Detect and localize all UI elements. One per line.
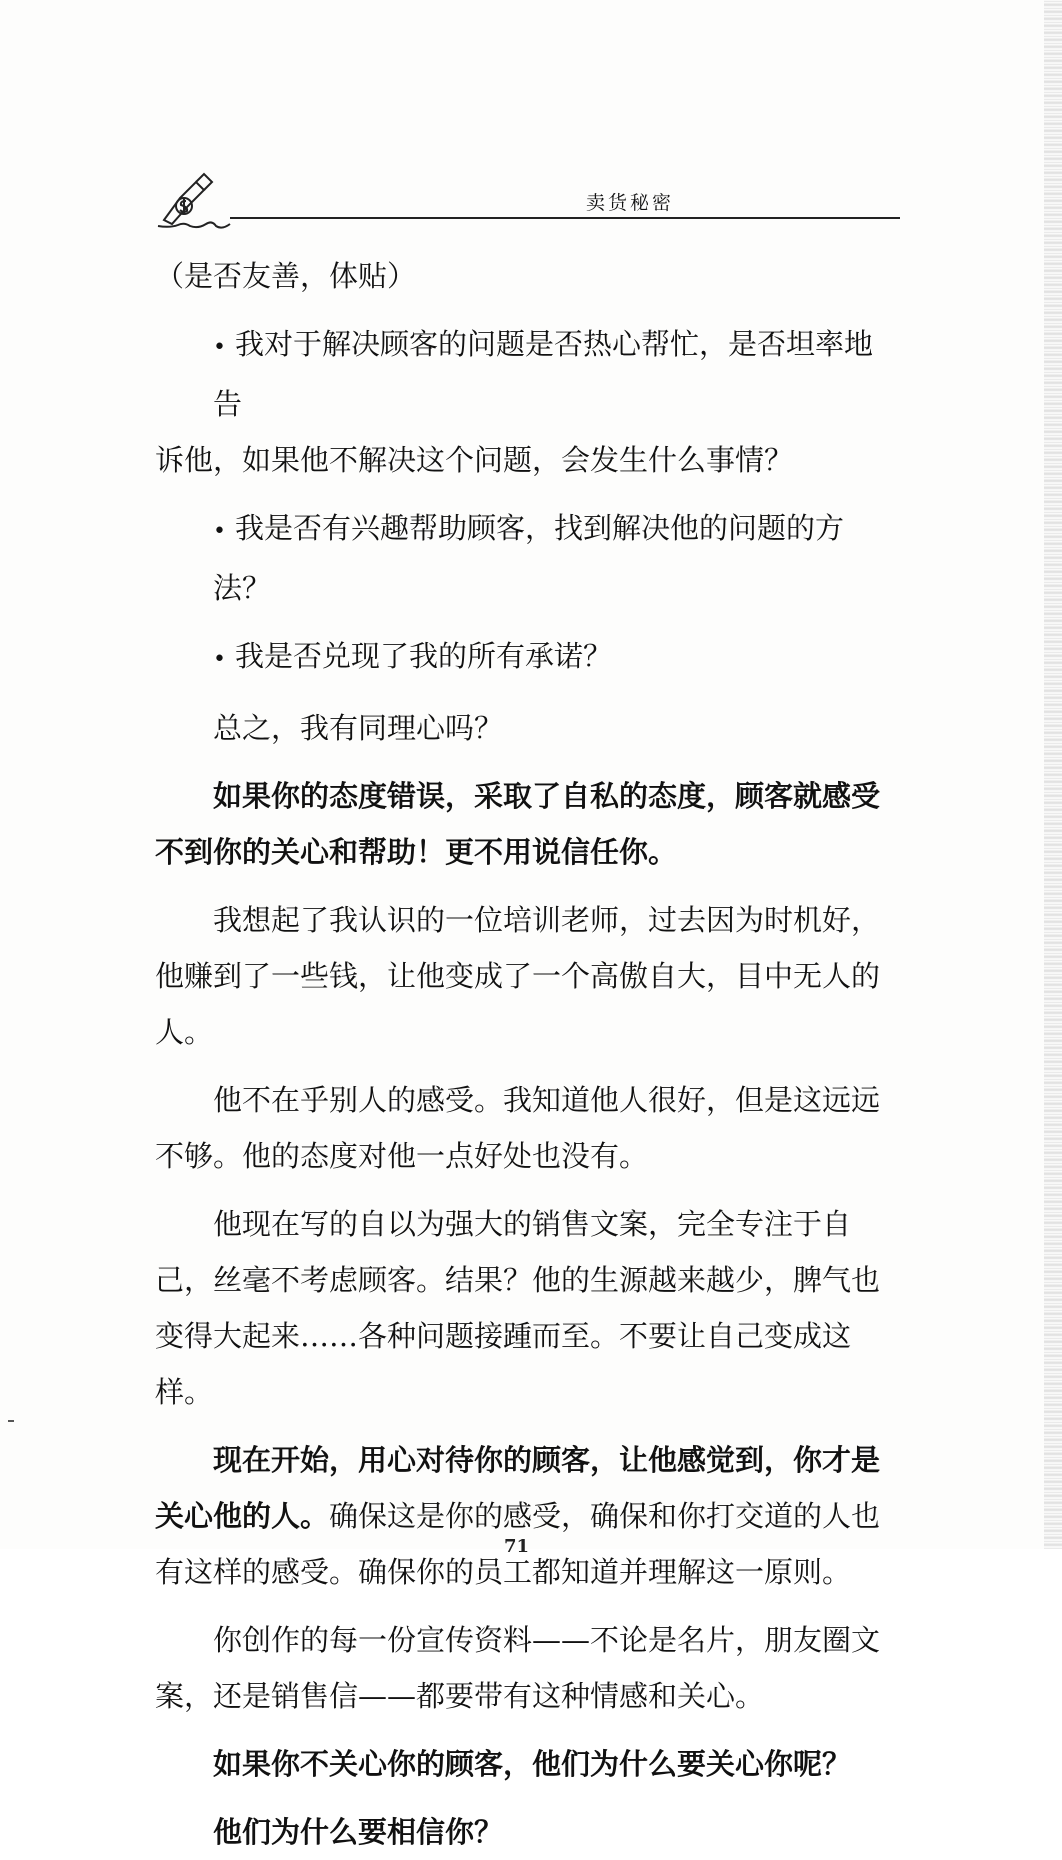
running-title: 卖货秘密 <box>585 192 674 214</box>
paragraph: 他现在写的自以为强大的销售文案，完全专注于自己，丝毫不考虑顾客。结果？他的生源越来越少，脾气也变得大起来……各种问题接踵而至。不要让自己变成这样。 <box>155 1207 881 1409</box>
scan-speck <box>8 1420 14 1422</box>
bullet-item <box>155 316 900 432</box>
page-body <box>155 248 900 1860</box>
header-rule <box>230 217 900 219</box>
bold-paragraph: 如果你不关心你的顾客，他们为什么要关心你呢？ <box>213 1747 852 1781</box>
paragraph-continuation: （是否友善，体贴） <box>155 259 417 293</box>
fountain-pen-dollar-icon <box>150 168 232 232</box>
bullet-item <box>155 628 900 688</box>
bullet-text: 我是否有兴趣帮助顾客，找到解决他的问题的方法？ <box>213 511 845 605</box>
bullet-continuation: 诉他，如果他不解决这个问题，会发生什么事情？ <box>155 443 794 477</box>
scanned-page-edge <box>1044 0 1062 1549</box>
bold-lead: 现在开始，用心对待你的顾客，让他感觉到，你才是关心他的人。 <box>155 1443 881 1533</box>
bullet-text: 我对于解决顾客的问题是否热心帮忙，是否坦率地告 <box>213 327 874 421</box>
bullet-text: 我是否兑现了我的所有承诺？ <box>235 639 613 673</box>
bullet-dot-icon: • <box>213 335 226 360</box>
paragraph: 我想起了我认识的一位培训老师，过去因为时机好，他赚到了一些钱，让他变成了一个高傲自大，目中无人的人。 <box>155 903 881 1049</box>
bullet-item <box>155 500 900 616</box>
page-number: 71 <box>504 1536 530 1557</box>
paragraph-rest: 确保这是你的感受，确保和你打交道的人也有这样的感受。确保你的员工都知道并理解这一原则。 <box>155 1499 881 1589</box>
bold-paragraph: 如果你的态度错误，采取了自私的态度，顾客就感受不到你的关心和帮助！更不用说信任你。 <box>155 779 881 869</box>
bullet-dot-icon: • <box>213 519 226 544</box>
paragraph: 他不在乎别人的感受。我知道他人很好，但是这远远不够。他的态度对他一点好处也没有。 <box>155 1083 881 1173</box>
paragraph: 总之，我有同理心吗？ <box>213 711 504 745</box>
paragraph-mixed <box>155 1432 900 1600</box>
paragraph: 你创作的每一份宣传资料——不论是名片，朋友圈文案，还是销售信——都要带有这种情感和关心。 <box>155 1623 881 1713</box>
bullet-dot-icon: • <box>213 647 226 672</box>
running-header <box>150 168 900 238</box>
bold-paragraph: 他们为什么要相信你？ <box>213 1815 504 1849</box>
